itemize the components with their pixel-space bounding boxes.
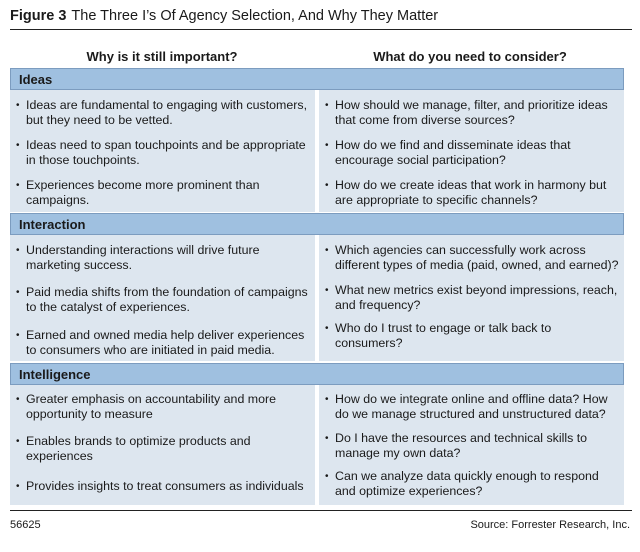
section-body-interaction (10, 235, 624, 361)
list-item: • How do we integrate online and offline data? How do we manage structured and unstructured data? (325, 392, 620, 422)
section-body-intelligence (10, 385, 624, 505)
column-header-left: Why is it still important? (86, 49, 238, 64)
list-item: • Ideas need to span touchpoints and be appropriate in those touchpoints. (16, 138, 311, 168)
list-item: • Who do I trust to engage or talk back to consumers? (325, 321, 620, 351)
list-item: • How do we create ideas that work in harmony but are appropriate to specific channels? (325, 178, 620, 208)
footer-id: 56625 (10, 519, 41, 531)
list-item: • Ideas are fundamental to engaging with customers, but they need to be vetted. (16, 98, 311, 128)
section-title: Intelligence (19, 367, 91, 382)
cell-intelligence-considerations (319, 385, 624, 505)
figure-title-text: The Three I’s Of Agency Selection, And Why They Matter (71, 8, 439, 24)
list-item: • Enables brands to optimize products and experiences (16, 434, 311, 464)
list-item: • Paid media shifts from the foundation of campaigns to the catalyst of experiences. (16, 285, 311, 315)
section-header-interaction (10, 213, 624, 235)
section-title: Ideas (19, 72, 53, 87)
cell-ideas-considerations (319, 90, 624, 212)
section-header-intelligence (10, 363, 624, 385)
list-item: • Which agencies can successfully work across different types of media (paid, owned, and earned)? (325, 243, 620, 273)
figure-label: Figure 3 (10, 8, 67, 24)
section-title: Interaction (19, 217, 86, 232)
top-rule (10, 29, 632, 30)
agency-table (10, 68, 624, 505)
list-item: • Understanding interactions will drive future marketing success. (16, 243, 311, 273)
list-item: • Earned and owned media help deliver experiences to consumers who are initiated in paid media. (16, 328, 311, 358)
column-header-right: What do you need to consider? (373, 49, 567, 64)
cell-interaction-considerations (319, 235, 624, 361)
list-item: • Can we analyze data quickly enough to respond and optimize experiences? (325, 469, 620, 499)
figure-title (10, 8, 438, 24)
list-item: • How should we manage, filter, and prioritize ideas that come from diverse sources? (325, 98, 620, 128)
footer-source: Source: Forrester Research, Inc. (470, 519, 630, 531)
list-item: • Provides insights to treat consumers as individuals (16, 479, 311, 494)
list-item: • How do we find and disseminate ideas that encourage social participation? (325, 138, 620, 168)
section-body-ideas (10, 90, 624, 212)
cell-interaction-importance (10, 235, 315, 361)
cell-intelligence-importance (10, 385, 315, 505)
section-header-ideas (10, 68, 624, 90)
list-item: • Experiences become more prominent than campaigns. (16, 178, 311, 208)
list-item: • What new metrics exist beyond impressions, reach, and frequency? (325, 283, 620, 313)
cell-ideas-importance (10, 90, 315, 212)
list-item: • Do I have the resources and technical skills to manage my own data? (325, 431, 620, 461)
bottom-rule (10, 510, 632, 511)
list-item: • Greater emphasis on accountability and more opportunity to measure (16, 392, 311, 422)
